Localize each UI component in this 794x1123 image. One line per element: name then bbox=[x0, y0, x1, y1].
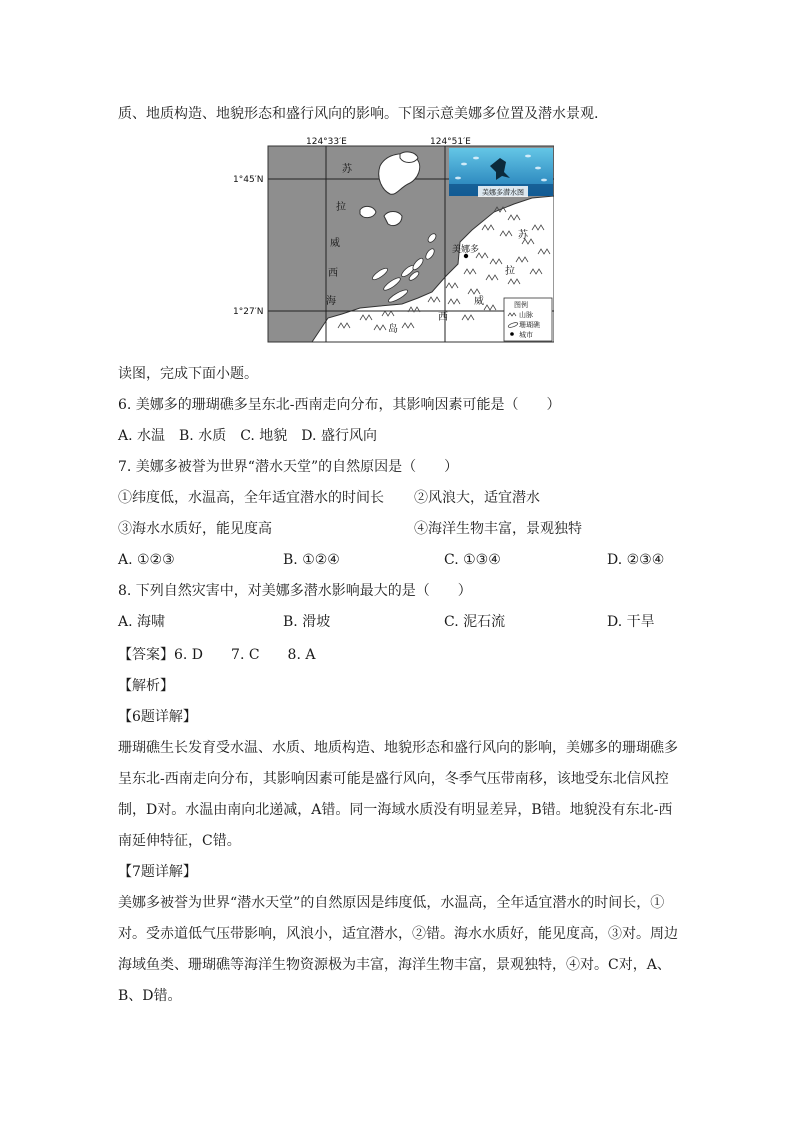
map-legend bbox=[504, 298, 552, 341]
answer-line: 【答案】6. D 7. C 8. A bbox=[118, 647, 316, 663]
analysis-label: 【解析】 bbox=[118, 678, 174, 694]
q7-option-a: A. ①②③ bbox=[118, 552, 175, 568]
svg-text:海: 海 bbox=[326, 296, 336, 307]
svg-text:岛: 岛 bbox=[388, 324, 398, 335]
svg-text:西: 西 bbox=[328, 268, 338, 279]
svg-text:西: 西 bbox=[438, 312, 448, 323]
city-legend-icon bbox=[510, 332, 514, 336]
svg-text:图例: 图例 bbox=[514, 301, 528, 309]
svg-text:苏: 苏 bbox=[518, 230, 528, 241]
svg-text:山脉: 山脉 bbox=[519, 311, 533, 319]
intro-text: 质、地质构造、地貌形态和盛行风向的影响。下图示意美娜多位置及潜水景观. bbox=[118, 106, 599, 122]
q8-option-d: D. 干旱 bbox=[607, 614, 655, 630]
island-small bbox=[360, 206, 376, 217]
svg-text:拉: 拉 bbox=[505, 266, 515, 277]
question-8-stem: 8. 下列自然灾害中，对美娜多潜水影响最大的是（ ） bbox=[118, 583, 472, 599]
svg-text:城市: 城市 bbox=[519, 331, 533, 339]
q6-detail-header: 【6题详解】 bbox=[118, 709, 197, 725]
q7-statement-1: ①纬度低，水温高，全年适宜潜水的时间长 bbox=[118, 490, 384, 506]
q8-option-a: A. 海啸 bbox=[118, 614, 166, 630]
question-6-stem: 6. 美娜多的珊瑚礁多呈东北-西南走向分布，其影响因素可能是（ ） bbox=[118, 397, 561, 413]
svg-text:珊瑚礁: 珊瑚礁 bbox=[519, 321, 540, 329]
lon-left-label: 124°33′E bbox=[306, 137, 347, 147]
lat-bottom-label: 1°27′N bbox=[233, 307, 264, 317]
q7-option-d: D. ②③④ bbox=[607, 552, 665, 568]
lon-right-label: 124°51′E bbox=[430, 137, 471, 147]
q7-statement-4: ④海洋生物丰富，景观独特 bbox=[414, 521, 582, 537]
svg-text:威: 威 bbox=[330, 238, 340, 249]
instruction-text: 读图，完成下面小题。 bbox=[118, 366, 258, 382]
city-label: 美娜多 bbox=[452, 245, 480, 255]
photo-caption: 美娜多潜水图 bbox=[482, 188, 524, 197]
q7-statement-3: ③海水水质好，能见度高 bbox=[118, 521, 272, 537]
q7-statement-2: ②风浪大，适宜潜水 bbox=[414, 490, 540, 506]
svg-text:威: 威 bbox=[474, 296, 484, 307]
svg-text:拉: 拉 bbox=[336, 202, 346, 213]
question-7-stem: 7. 美娜多被誉为世界“潜水天堂”的自然原因是（ ） bbox=[118, 459, 459, 475]
question-6-options: A. 水温 B. 水质 C. 地貌 D. 盛行风向 bbox=[118, 428, 377, 444]
svg-text:苏: 苏 bbox=[342, 164, 352, 175]
q7-option-b: B. ①②④ bbox=[283, 552, 340, 568]
map-figure bbox=[232, 134, 554, 346]
q6-detail-text: 珊瑚礁生长发育受水温、水质、地质构造、地貌形态和盛行风向的影响，美娜多的珊瑚礁多呈东北-西南走向分布，其影响因素可能是盛行风向，冬季气压带南移，该地受东北信风控制，D对。水温由南向北递减，A错。同一海域水质没有明显差异，B错。地貌没有东北-西南延伸特征，C错。 bbox=[118, 740, 678, 849]
q8-option-c: C. 泥石流 bbox=[444, 614, 506, 630]
q8-option-b: B. 滑坡 bbox=[283, 614, 331, 630]
q7-detail-header: 【7题详解】 bbox=[118, 864, 197, 880]
lat-top-label: 1°45′N bbox=[233, 175, 264, 185]
map-svg bbox=[232, 134, 554, 346]
q7-detail-text: 美娜多被誉为世界“潜水天堂”的自然原因是纬度低，水温高，全年适宜潜水的时间长，①对。受赤道低气压带影响，风浪小，适宜潜水，②错。海水水质好，能见度高，③对。周边海域鱼类、珊瑚礁等海洋生物资源极为丰富，海洋生物丰富，景观独特，④对。C对，A、B、D错。 bbox=[118, 895, 678, 1004]
q7-option-c: C. ①③④ bbox=[444, 552, 501, 568]
